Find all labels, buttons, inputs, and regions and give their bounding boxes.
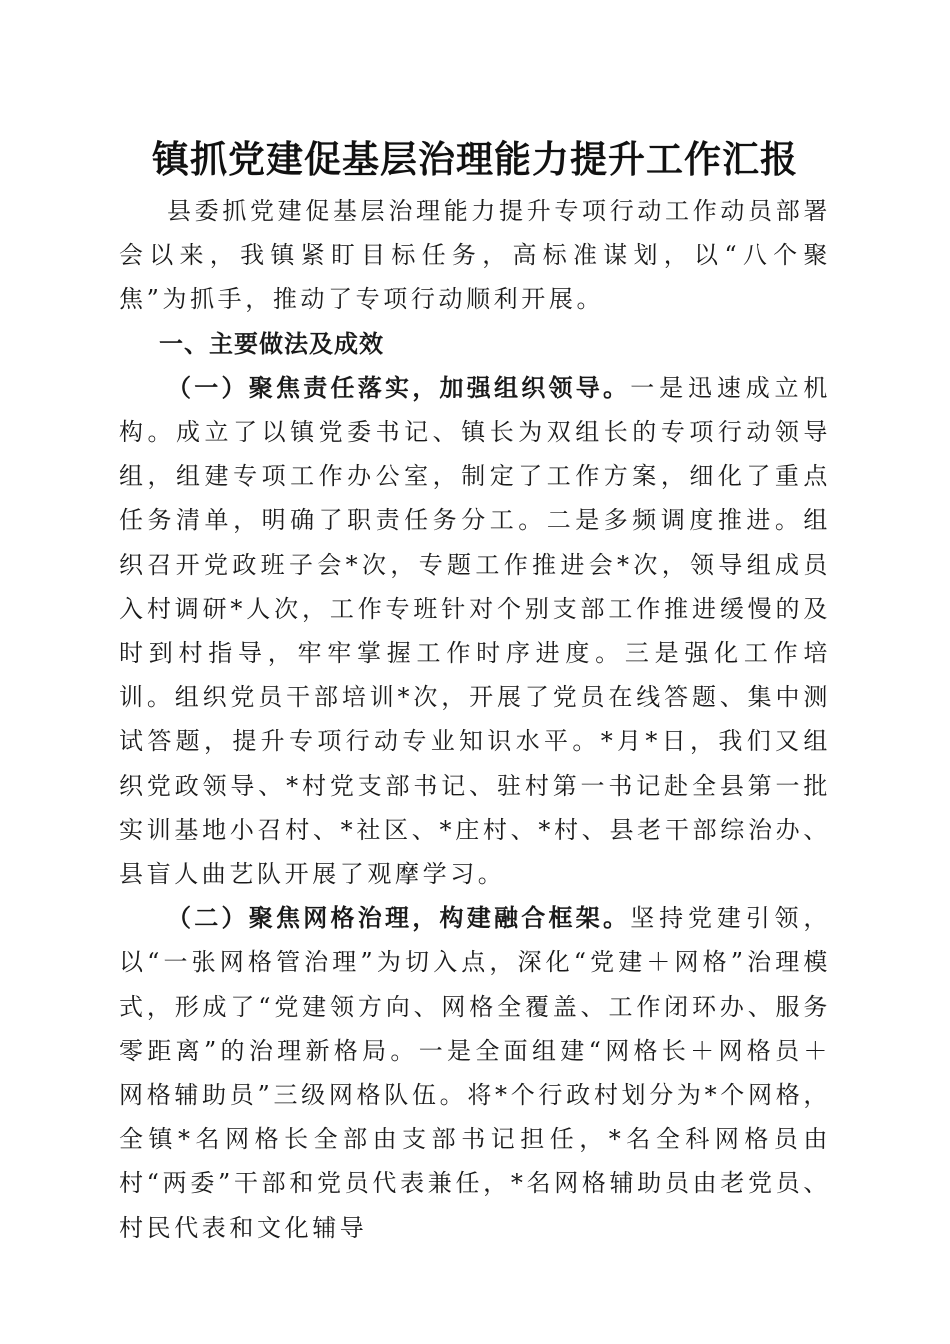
- document-body: [119, 189, 831, 1250]
- intro-paragraph: 县委抓党建促基层治理能力提升专项行动工作动员部署会以来，我镇紧盯目标任务，高标准谋划，以“八个聚焦”为抓手，推动了专项行动顺利开展。: [119, 197, 831, 314]
- part-2-body: 坚持党建引领，以“一张网格管治理”为切入点，深化“党建＋网格”治理模式，形成了“党建领方向、网格全覆盖、工作闭环办、服务零距离”的治理新格局。一是全面组建“网格长＋网格员＋网格辅助员”三级网格队伍。将*个行政村划分为*个网格，全镇*名网格长全部由支部书记担任，*名全科网格员由村“两委”干部和党员代表兼任，*名网格辅助员由老党员、村民代表和文化辅导: [119, 904, 832, 1242]
- paragraph-part-1: [119, 366, 831, 896]
- part-1-body: 一是迅速成立机构。成立了以镇党委书记、镇长为双组长的专项行动领导组，组建专项工作办公室，制定了工作方案，细化了重点任务清单，明确了职责任务分工。二是多频调度推进。组织召开党政班子会*次，专题工作推进会*次，领导组成员入村调研*人次，工作专班针对个别支部工作推进缓慢的及时到村指导，牢牢掌握工作时序进度。三是强化工作培训。组织党员干部培训*次，开展了党员在线答题、集中测试答题，提升专项行动专业知识水平。*月*日，我们又组织党政领导、*村党支部书记、驻村第一书记赴全县第一批实训基地小召村、*社区、*庄村、*村、县老干部综治办、县盲人曲艺队开展了观摩学习。: [119, 373, 832, 889]
- section-heading: 一、主要做法及成效: [159, 329, 384, 358]
- part-1-heading: （一）聚焦责任落实，加强组织领导。: [167, 373, 631, 402]
- paragraph-part-2: [119, 896, 831, 1250]
- document-title: 镇抓党建促基层治理能力提升工作汇报: [152, 137, 798, 181]
- part-2-heading: （二）聚焦网格治理，构建融合框架。: [167, 904, 631, 933]
